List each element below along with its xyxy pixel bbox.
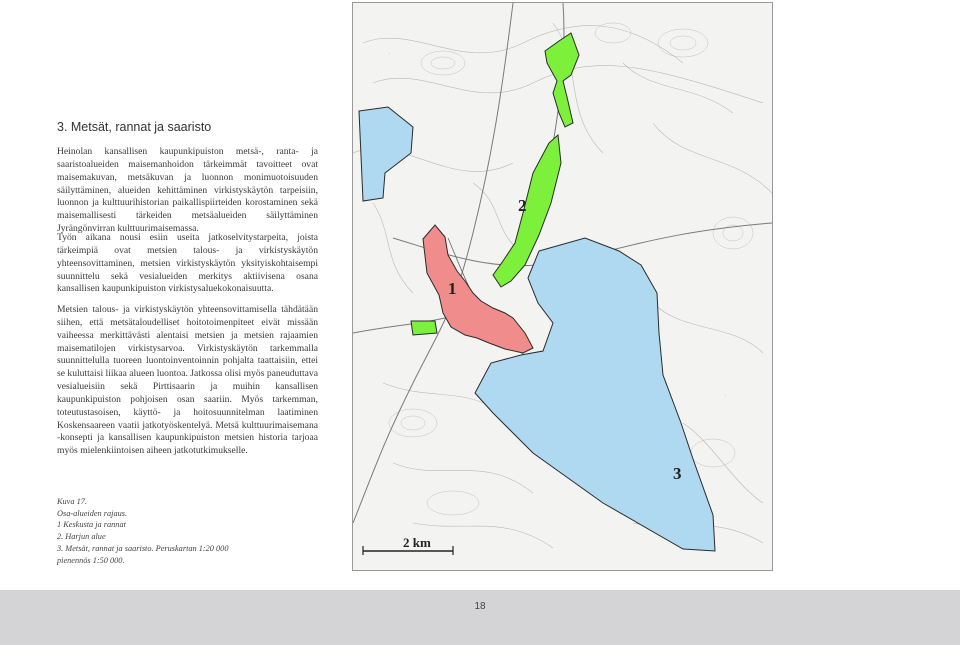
paragraph-further-studies: Työn aikana nousi esiin useita jatkoselvitystarpeita, joista tärkeimpiä ovat metsien talous- ja virkistyskäytön yhteensovittaminen, metsien virkistyskäytön yksityiskohtaisempi suunnittelu sekä vesialueiden merkitys aktiivisena osana kansallisen kaupunkipuiston virkistysaluekokonaisuutta. [57, 232, 318, 295]
zone-label-2: 2 [518, 196, 527, 215]
caption-zone-3: 3. Metsät, rannat ja saaristo. Peruskartan 1:20 000 [57, 543, 229, 553]
caption-scale-note: pienennös 1:50 000. [57, 555, 125, 565]
paragraph-goals: Heinolan kansallisen kaupunkipuiston metsä-, ranta- ja saaristoalueiden maisemanhoidon tärkeimmät tavoitteet ovat maisemakuvan, metsäkuvan ja luonnon monimuotoisuuden säilyttäminen, alueiden kehittäminen virkistyskäytön tarpeisiin, luonnon ja kulttuurihistorian paikallispiirteiden korostaminen sekä maisemallisesti tärkeiden metsäalueiden säilyttäminen Jyrängönvirran kulttuurimaisemassa. [57, 146, 318, 235]
svg-text:·: · [389, 51, 391, 56]
caption-title: Osa-alueiden rajaus. [57, 508, 128, 518]
svg-text:·: · [725, 393, 727, 398]
zone-label-3: 3 [673, 464, 682, 483]
caption-figure-number: Kuva 17. [57, 497, 87, 506]
caption-zone-1: 1 Keskusta ja rannat [57, 520, 126, 530]
figure-caption [57, 496, 257, 566]
caption-zone-2: 2. Harjun alue [57, 532, 106, 542]
area-division-map [352, 2, 773, 571]
page-number: 18 [474, 601, 486, 612]
zone-label-1: 1 [448, 279, 457, 298]
scale-label: 2 km [403, 535, 431, 550]
section-heading: 3. Metsät, rannat ja saaristo [57, 120, 212, 134]
zone-2-small-parcel [411, 321, 437, 335]
footer-band [0, 590, 960, 645]
map-svg [353, 3, 772, 570]
paragraph-forest-use: Metsien talous- ja virkistyskäytön yhteensovittamisella tähdätään siihen, että metsätaloudelliset hoitotoimenpiteet eivät missään vaiheessa merkittävästi alentaisi metsien ja metsien rajaamien maisematilojen virkistysarvoa. Virkistyskäytön tarkemmalla suunnittelulla tuoreen luontoinventoinnin pohjalta taattaisiin, ettei se kuluttaisi liikaa alueen luontoa. Jatkossa olisi myös paneuduttava vesialueisiin sekä Pirttisaarin ja muihin kansallisen kaupunkipuiston pohjoisen osan saariin. Myös tarkemman, toteutustasoisen, käyttö- ja hoitosuunnitelman laatiminen Koskensaareen vaatii jatkotyöskentelyä. Metsä kulttuurimaisemana -konsepti ja kansallisen kaupunkipuiston metsien historia tarjoaa myös mielenkiintoisen aiheen jatkotutkimukselle. [57, 304, 318, 457]
